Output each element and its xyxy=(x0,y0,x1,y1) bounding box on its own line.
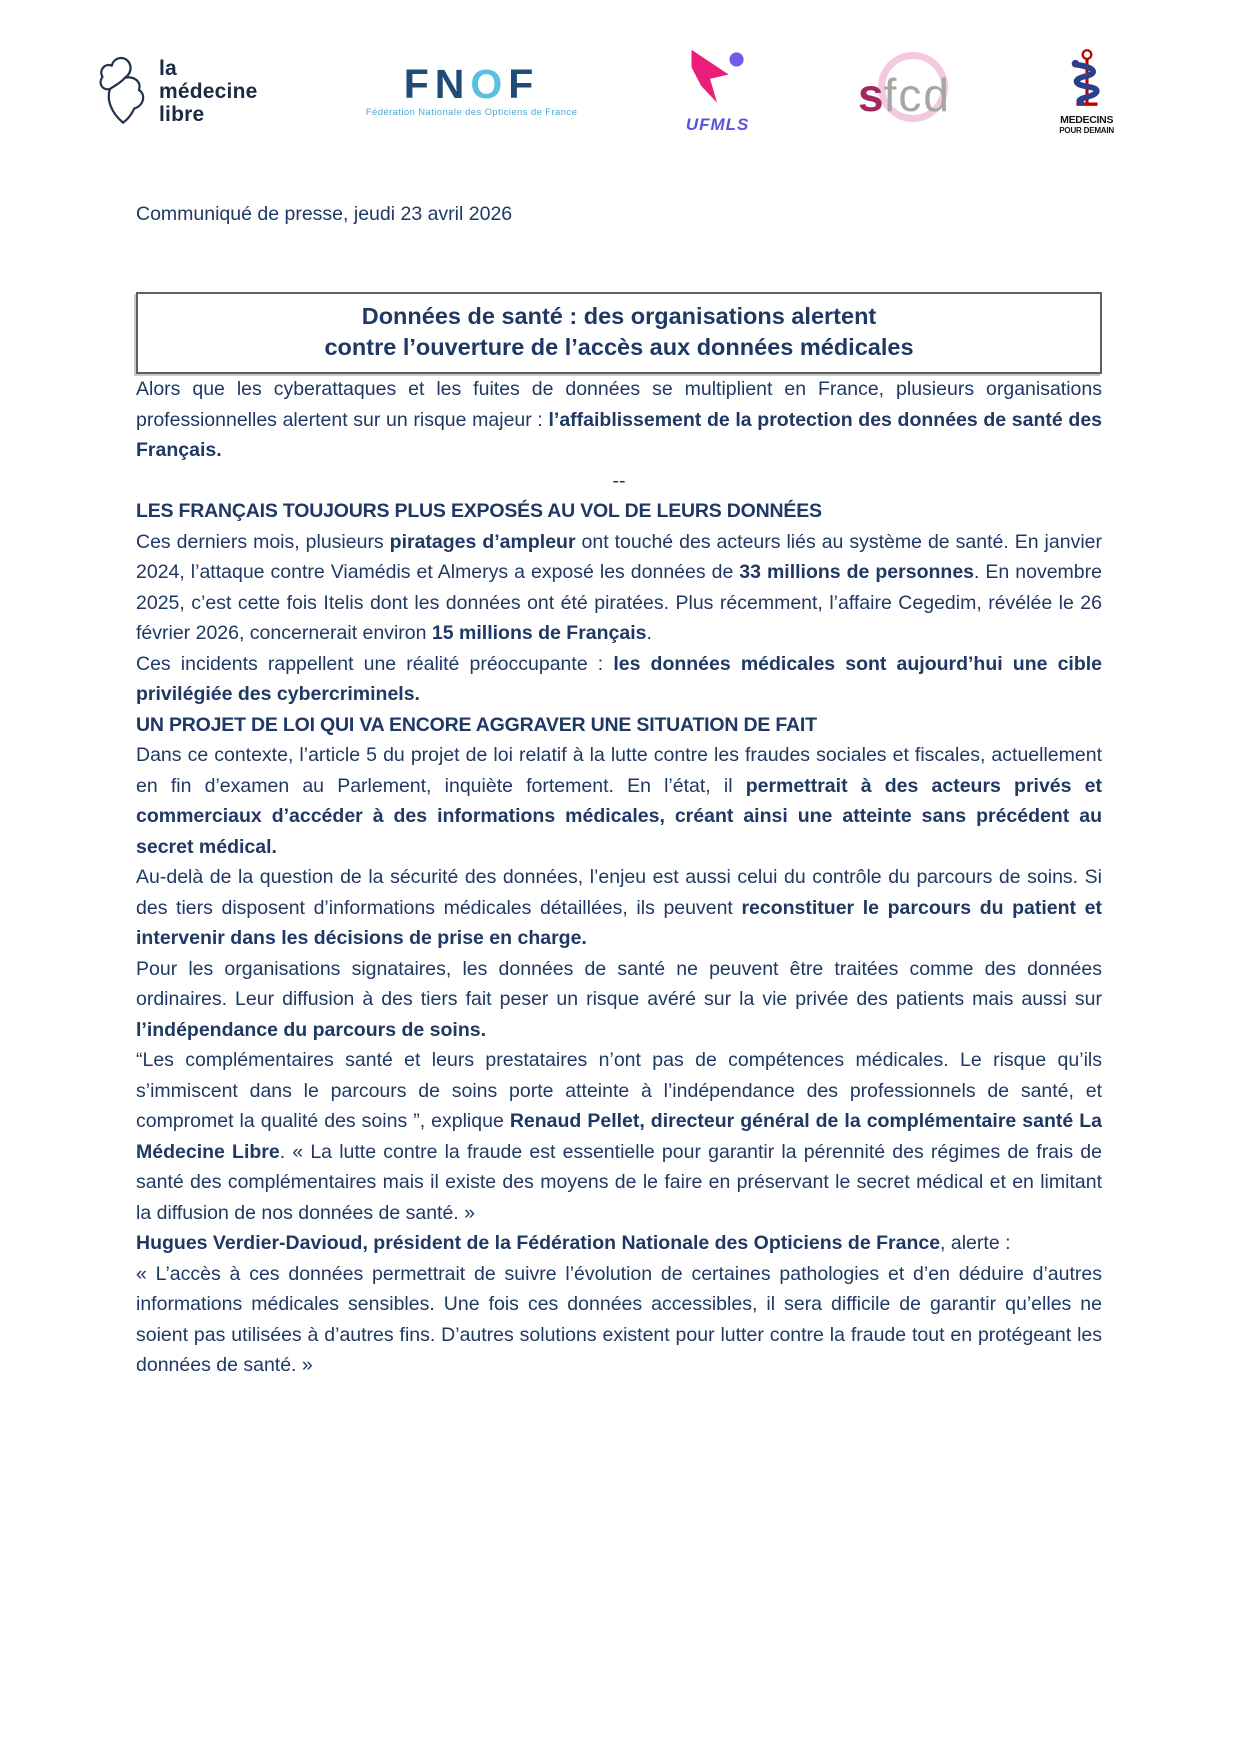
fnof-letter: O xyxy=(470,61,509,107)
fnof-tagline: Fédération Nationale des Opticiens de France xyxy=(365,107,578,118)
mpd-label-line2: POUR DEMAIN xyxy=(1059,125,1114,135)
paragraph-incidents: Ces incidents rappellent une réalité préoccupante : les données médicales sont aujourd’hui une cible privilégiée des cybercriminels. xyxy=(136,652,1102,705)
intro-paragraph: Alors que les cyberattaques et les fuites de données se multiplient en France, plusieurs organisations professionnelles alertent sur un risque majeur : l’affaiblissement de la protection des données de santé des Français. xyxy=(136,378,1103,461)
la-medecine-libre-wordmark xyxy=(159,57,257,126)
paragraph-quote-hugues-verdier-davioud: « L’accès à ces données permettrait de suivre l’évolution de certaines pathologies et d’en déduire d’autres informations médicales sensibles. Une fois ces données accessibles, il sera difficile de garantir qu’elles ne soient pas utilisées à d’autres fins. D’autres solutions existent pour lutter contre la fraude tout en protégeant les données de santé. » xyxy=(136,1262,1102,1376)
paragraph-quote-renaud-pellet: “Les complémentaires santé et leurs prestataires n’ont pas de compétences médicales. Le risque qu’ils s’immiscent dans le parcours de soins porte atteinte à l’indépendance des professionnels de santé, et compromet la qualité des soins ”, explique Renaud Pellet, directeur général de la complémentaire santé La Médecine Libre. « La lutte contre la fraude est essentielle pour garantir la pérennité des régimes de frais de santé des complémentaires mais il existe des moyens de le faire en préservant le secret médical et en limitant la diffusion de nos données de santé. » xyxy=(136,1049,1102,1224)
logo-medecins-pour-demain xyxy=(1059,48,1114,135)
caduceus-icon xyxy=(1064,48,1110,115)
logo-ufmls xyxy=(686,48,750,135)
paragraph-hugues-verdier-davioud-intro: Hugues Verdier-Davioud, président de la Fédération Nationale des Opticiens de France, alerte : xyxy=(136,1232,1011,1254)
sfcd-letter-s: s xyxy=(857,69,884,121)
sfcd-letters-fcd: fcd xyxy=(883,69,951,121)
wordmark-line: libre xyxy=(159,102,205,126)
ufmls-wordmark: UFMLS xyxy=(685,114,750,134)
wordmark-line: médecine xyxy=(159,79,258,103)
logo-fnof xyxy=(365,61,578,118)
fnof-letter: F xyxy=(508,61,540,107)
dateline: Communiqué de presse, jeudi 23 avril 2026 xyxy=(136,203,513,225)
paragraph-parcours-de-soins: Au-delà de la question de la sécurité des données, l’enjeu est aussi celui du contrôle du parcours de soins. Si des tiers disposent d’informations médicales détaillées, ils peuvent reconstituer le parcours du patient et intervenir dans les décisions de prise en charge. xyxy=(136,866,1102,949)
logo-row xyxy=(95,35,1114,147)
section-heading-data-theft: LES FRANÇAIS TOUJOURS PLUS EXPOSÉS AU VOL DE LEURS DONNÉES xyxy=(136,500,822,522)
mpd-label-line1: MEDECINS xyxy=(1060,113,1114,126)
logo-sfcd xyxy=(857,64,951,121)
paragraph-piratages: Ces derniers mois, plusieurs piratages d’ampleur ont touché des acteurs liés au système de santé. En janvier 2024, l’attaque contre Viamédis et Almerys a exposé les données de 33 millions de personnes. En novembre 2025, c’est cette fois Itelis dont les données ont été piratées. Plus récemment, l’affaire Cegedim, révélée le 26 février 2026, concernerait environ 15 millions de Français. xyxy=(136,530,1102,644)
separator: -- xyxy=(612,469,626,492)
paragraph-article5: Dans ce contexte, l’article 5 du projet de loi relatif à la lutte contre les fraudes sociales et fiscales, actuellement en fin d’examen au Parlement, inquiète fortement. En l’état, il permettrait à des acteurs privés et commerciaux d’accéder à des informations médicales, créant ainsi une atteinte sans précédent au secret médical. xyxy=(136,744,1103,858)
paragraph-organisations-signataires: Pour les organisations signataires, les données de santé ne peuvent être traitées comme des données ordinaires. Leur diffusion à des tiers fait peser un risque avéré sur la vie privée des patients mais aussi sur l’indépendance du parcours de soins. xyxy=(136,957,1102,1041)
ufmls-bird-icon xyxy=(686,48,750,113)
wordmark-line: la xyxy=(159,56,177,80)
sfcd-wordmark xyxy=(857,69,951,121)
title-line-2: contre l’ouverture de l’accès aux données médicales xyxy=(324,334,914,360)
fnof-letter: F xyxy=(403,61,435,107)
fnof-wordmark xyxy=(403,61,540,107)
logo-la-medecine-libre xyxy=(95,51,257,132)
dove-icon xyxy=(95,51,151,132)
title-box xyxy=(136,292,1102,374)
section-heading-projet-de-loi: UN PROJET DE LOI QUI VA ENCORE AGGRAVER UNE SITUATION DE FAIT xyxy=(136,713,817,736)
title-line-1: Données de santé : des organisations alertent xyxy=(361,303,877,329)
fnof-letter: N xyxy=(434,61,471,107)
